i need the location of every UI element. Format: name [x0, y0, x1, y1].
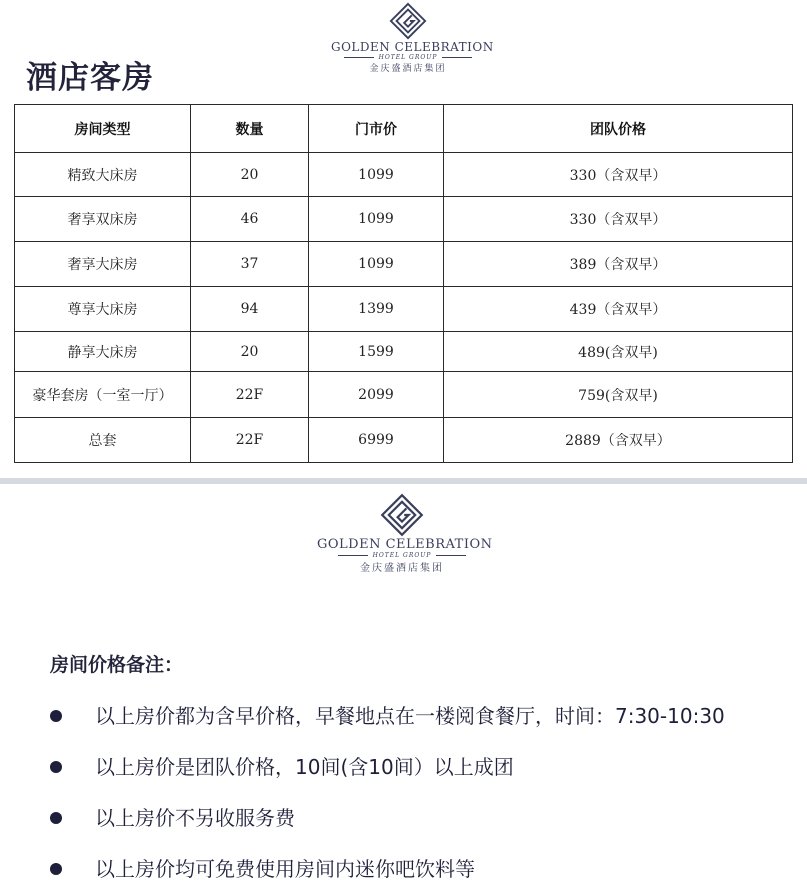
header-room-type: 房间类型 — [15, 105, 191, 153]
logo-rule-right — [442, 57, 472, 58]
logo-rule-left — [338, 555, 368, 556]
notes-title: 房间价格备注： — [50, 654, 184, 676]
cell-rack-rate: 1599 — [309, 332, 444, 372]
cell-room-type: 静享大床房 — [15, 332, 191, 372]
cell-rack-rate: 1099 — [309, 153, 444, 197]
note-text: 以上房价不另收服务费 — [95, 806, 295, 830]
cell-rack-rate: 1099 — [309, 197, 444, 242]
logo-group-line — [317, 552, 487, 559]
table-row — [15, 332, 793, 372]
logo-group-text: HOTEL GROUP — [378, 54, 438, 61]
table-row — [15, 242, 793, 287]
cell-group-rate: 439（含双早） — [444, 287, 793, 332]
table-row — [15, 287, 793, 332]
cell-rack-rate: 1099 — [309, 242, 444, 287]
logo-cn-text: 金庆盛酒店集团 — [360, 563, 444, 574]
diamond-logo-icon — [380, 493, 424, 537]
cell-room-type: 总套 — [15, 418, 191, 463]
note-text: 以上房价是团队价格，10间(含10间）以上成团 — [95, 755, 514, 779]
cell-quantity: 20 — [191, 153, 309, 197]
table-row — [15, 197, 793, 242]
logo-brand-text: GOLDEN CELEBRATION — [317, 537, 493, 552]
cell-room-type: 奢享大床房 — [15, 242, 191, 287]
note-text: 以上房价均可免费使用房间内迷你吧饮料等 — [95, 857, 475, 881]
cell-rack-rate: 2099 — [309, 372, 444, 418]
note-text: 以上房价都为含早价格，早餐地点在一楼阅食餐厅，时间：7:30-10:30 — [95, 704, 725, 728]
cell-room-type: 奢享双床房 — [15, 197, 191, 242]
header-quantity: 数量 — [191, 105, 309, 153]
header-rack-rate: 门市价 — [309, 105, 444, 153]
cell-room-type: 精致大床房 — [15, 153, 191, 197]
bullet-icon — [50, 761, 62, 773]
cell-quantity: 22F — [191, 372, 309, 418]
logo-group-line — [331, 54, 485, 61]
list-item — [50, 853, 475, 882]
cell-quantity: 22F — [191, 418, 309, 463]
section-divider — [0, 478, 807, 484]
cell-group-rate: 2889（含双早） — [444, 418, 793, 463]
list-item — [50, 751, 514, 780]
diamond-logo-icon — [389, 2, 427, 40]
cell-group-rate: 489(含双早) — [444, 332, 793, 372]
bullet-icon — [50, 812, 62, 824]
bullet-icon — [50, 710, 62, 722]
table-row — [15, 372, 793, 418]
cell-group-rate: 389（含双早） — [444, 242, 793, 287]
list-item — [50, 700, 725, 729]
cell-room-type: 尊享大床房 — [15, 287, 191, 332]
cell-rack-rate: 6999 — [309, 418, 444, 463]
cell-group-rate: 330（含双早） — [444, 197, 793, 242]
logo-cn-text: 金庆盛酒店集团 — [369, 64, 447, 74]
hotel-logo — [331, 2, 494, 74]
logo-brand-text: GOLDEN CELEBRATION — [331, 40, 494, 54]
list-item — [50, 802, 295, 831]
logo-group-text: HOTEL GROUP — [372, 552, 432, 559]
header-group-rate: 团队价格 — [444, 105, 793, 153]
hotel-logo-large — [317, 493, 493, 574]
table-row — [15, 153, 793, 197]
logo-rule-left — [344, 57, 374, 58]
cell-group-rate: 330（含双早） — [444, 153, 793, 197]
table-row — [15, 418, 793, 463]
page-title: 酒店客房 — [26, 60, 154, 96]
cell-quantity: 94 — [191, 287, 309, 332]
cell-quantity: 20 — [191, 332, 309, 372]
bullet-icon — [50, 863, 62, 875]
cell-rack-rate: 1399 — [309, 287, 444, 332]
logo-rule-right — [436, 555, 466, 556]
room-price-table — [14, 104, 793, 463]
cell-quantity: 37 — [191, 242, 309, 287]
cell-quantity: 46 — [191, 197, 309, 242]
table-header-row — [15, 105, 793, 153]
cell-room-type: 豪华套房（一室一厅） — [15, 372, 191, 418]
cell-group-rate: 759(含双早) — [444, 372, 793, 418]
